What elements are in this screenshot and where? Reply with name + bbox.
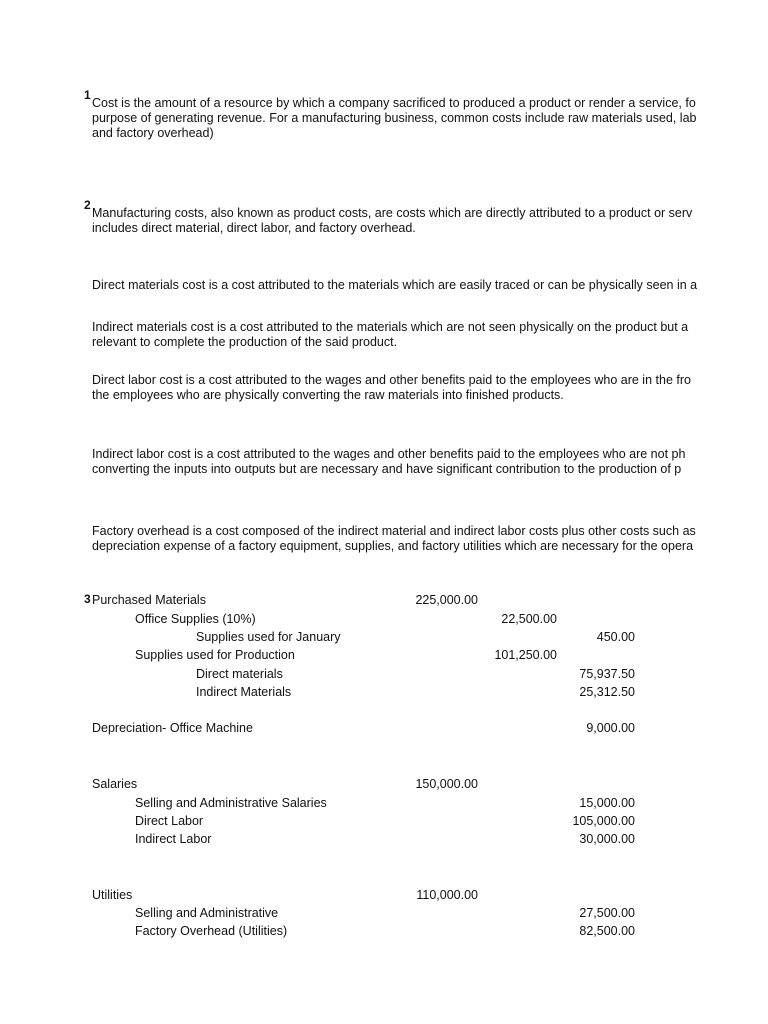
- row-amount: 25,312.50: [579, 685, 635, 699]
- row-amount: 82,500.00: [579, 924, 635, 938]
- row-label: Indirect Materials: [196, 685, 292, 699]
- table-row: [0, 720, 768, 736]
- table-row: [0, 647, 768, 663]
- q2-intro-paragraph: [92, 206, 702, 236]
- text-line: and factory overhead): [92, 126, 214, 140]
- question-number-2: 2: [84, 198, 91, 212]
- row-label: Direct Labor: [135, 814, 204, 828]
- question-number-3: 3: [84, 592, 91, 606]
- row-label: Indirect Labor: [135, 832, 212, 846]
- table-row: [0, 795, 768, 811]
- table-row: [0, 684, 768, 700]
- row-amount: 110,000.00: [416, 888, 478, 902]
- row-amount: 150,000.00: [415, 777, 478, 791]
- row-amount: 27,500.00: [579, 906, 635, 920]
- row-label: Depreciation- Office Machine: [92, 721, 253, 735]
- q1-paragraph: [92, 96, 702, 141]
- row-amount: 15,000.00: [579, 796, 635, 810]
- factory-overhead-paragraph: [92, 524, 702, 554]
- row-amount: 75,937.50: [579, 667, 635, 681]
- row-amount: 9,000.00: [586, 721, 635, 735]
- row-label: Purchased Materials: [92, 593, 206, 607]
- text-line: depreciation expense of a factory equipment, supplies, and factory utilities which are necessary for the opera: [92, 539, 694, 553]
- table-row: [0, 887, 768, 903]
- text-line: Manufacturing costs, also known as product costs, are costs which are directly attributed to a product or serv: [92, 206, 693, 220]
- text-line: Factory overhead is a cost composed of the indirect material and indirect labor costs plus other costs such as: [92, 524, 696, 538]
- text-line: Cost is the amount of a resource by which a company sacrificed to produced a product or render a service, fo: [92, 96, 696, 110]
- table-row: [0, 813, 768, 829]
- text-line: includes direct material, direct labor, and factory overhead.: [92, 221, 416, 235]
- row-amount: 105,000.00: [572, 814, 635, 828]
- table-row: [0, 611, 768, 627]
- row-label: Direct materials: [196, 667, 283, 681]
- row-label: Office Supplies (10%): [135, 612, 256, 626]
- indirect-labor-paragraph: [92, 447, 702, 477]
- row-amount: 30,000.00: [579, 832, 635, 846]
- row-label: Supplies used for Production: [135, 648, 295, 662]
- row-amount: 22,500.00: [501, 612, 557, 626]
- row-label: Factory Overhead (Utilities): [135, 924, 288, 938]
- row-label: Salaries: [92, 777, 138, 791]
- text-line: Direct labor cost is a cost attributed to the wages and other benefits paid to the employees who are in the fro: [92, 373, 691, 387]
- row-amount: 101,250.00: [494, 648, 557, 662]
- row-label: Supplies used for January: [196, 630, 341, 644]
- text-line: relevant to complete the production of the said product.: [92, 335, 398, 349]
- table-row: [0, 776, 768, 792]
- row-label: Selling and Administrative Salaries: [135, 796, 327, 810]
- row-amount: 450.00: [596, 630, 635, 644]
- text-line: the employees who are physically converting the raw materials into finished products.: [92, 388, 564, 402]
- table-row: [0, 666, 768, 682]
- table-row: [0, 592, 768, 608]
- text-line: Indirect materials cost is a cost attributed to the materials which are not seen physically on the product but a: [92, 320, 689, 334]
- text-line: Indirect labor cost is a cost attributed to the wages and other benefits paid to the employees who are not ph: [92, 447, 686, 461]
- text-line: Direct materials cost is a cost attributed to the materials which are easily traced or can be physically seen in a: [92, 278, 698, 292]
- table-row: [0, 831, 768, 847]
- table-row: [0, 629, 768, 645]
- table-row: [0, 905, 768, 921]
- indirect-materials-paragraph: [92, 320, 702, 350]
- row-amount: 225,000.00: [415, 593, 478, 607]
- row-label: Utilities: [92, 888, 133, 902]
- question-number-1: 1: [84, 88, 91, 102]
- row-label: Selling and Administrative: [135, 906, 279, 920]
- table-row: [0, 923, 768, 939]
- direct-labor-paragraph: [92, 373, 702, 403]
- text-line: purpose of generating revenue. For a manufacturing business, common costs include raw materials used, lab: [92, 111, 697, 125]
- direct-materials-paragraph: [92, 278, 702, 293]
- text-line: converting the inputs into outputs but are necessary and have significant contribution to the production of p: [92, 462, 682, 476]
